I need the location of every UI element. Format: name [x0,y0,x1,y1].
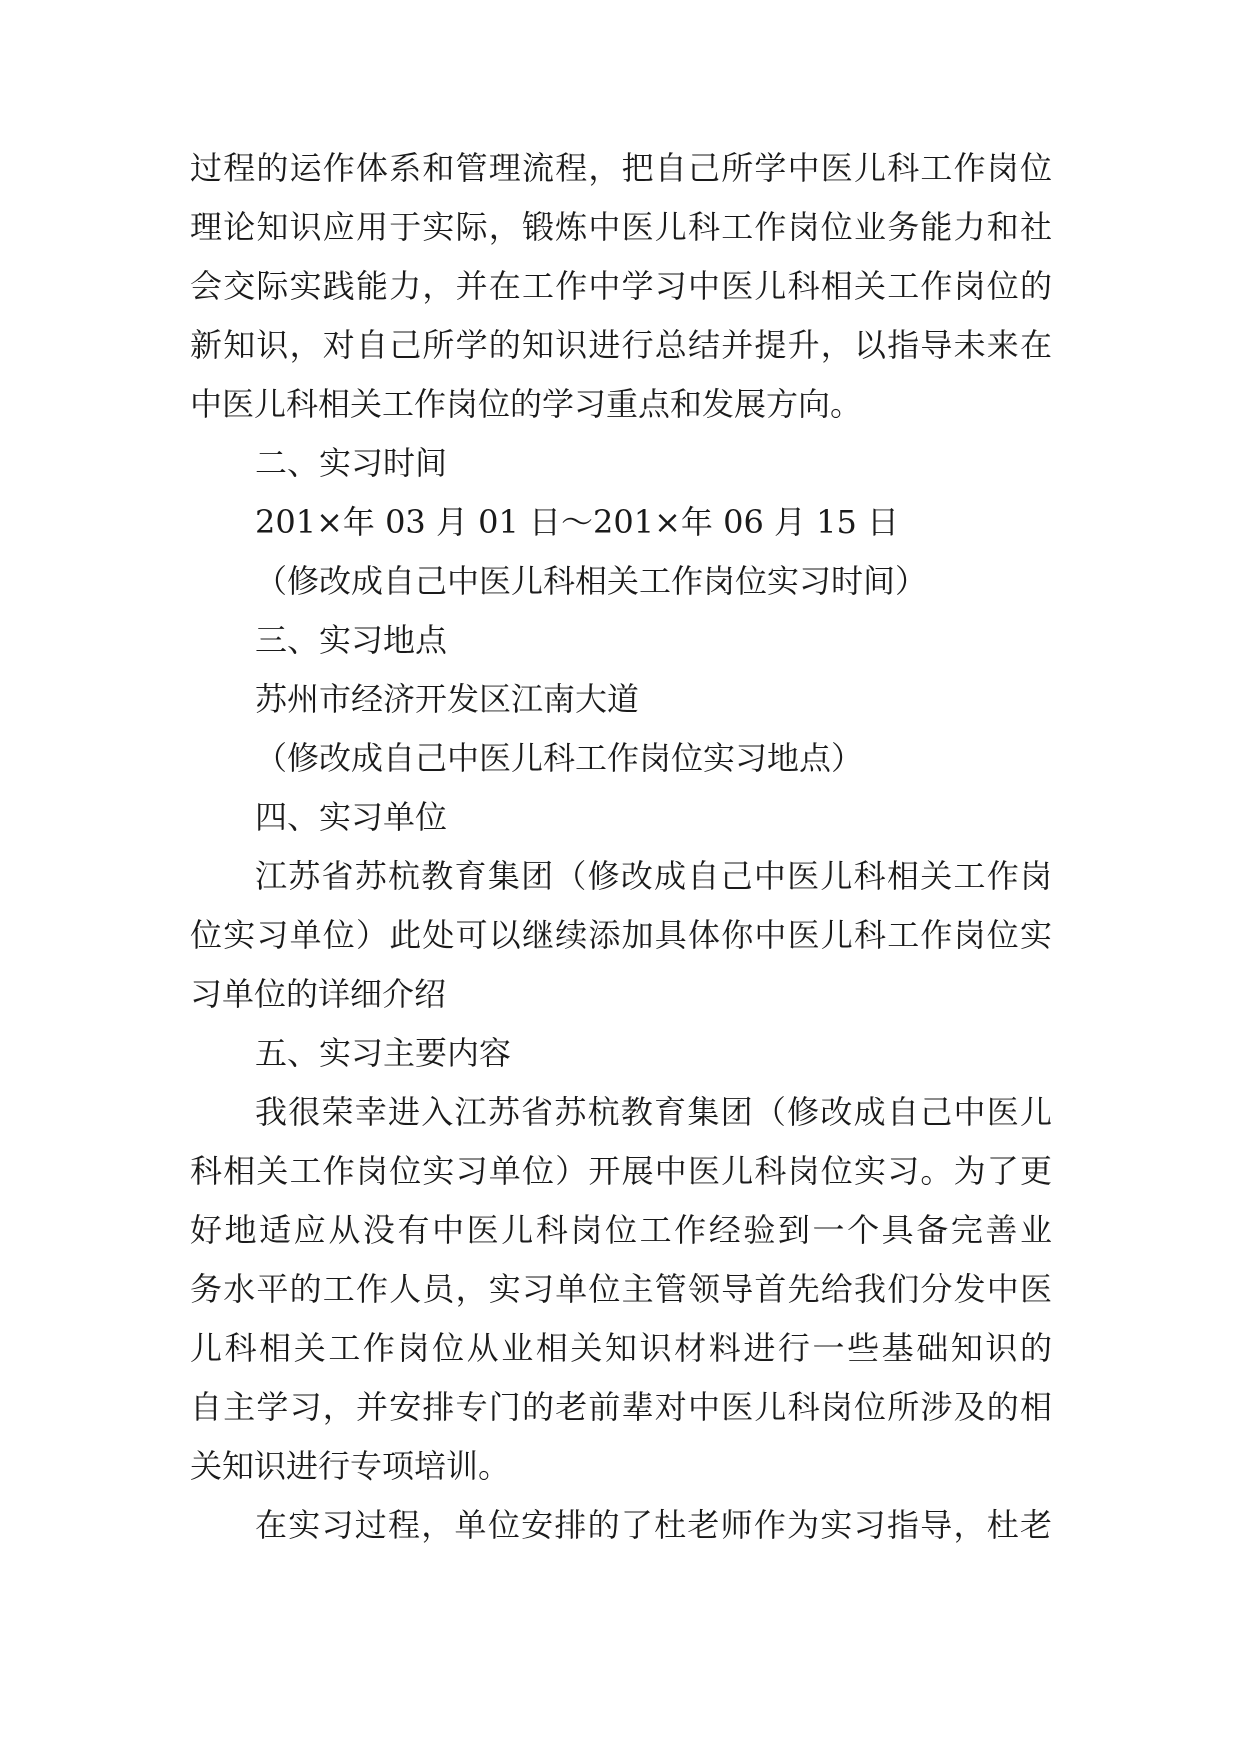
section-heading: 三、实习地点 [255,621,448,659]
section-heading: 二、实习时间 [255,444,448,482]
body-text-line: 会交际实践能力，并在工作中学习中医儿科相关工作岗位的 [190,267,1052,305]
internship-address: 苏州市经济开发区江南大道 [255,680,640,718]
body-text-line: 江苏省苏杭教育集团（修改成自己中医儿科相关工作岗 [255,857,1052,895]
body-text-line: 儿科相关工作岗位从业相关知识材料进行一些基础知识的 [190,1329,1052,1367]
body-text-line: 好地适应从没有中医儿科岗位工作经验到一个具备完善业 [190,1211,1052,1249]
body-text-line: 中医儿科相关工作岗位的学习重点和发展方向。 [190,385,863,423]
body-text-line: 位实习单位）此处可以继续添加具体你中医儿科工作岗位实 [190,916,1052,954]
body-text-line: 理论知识应用于实际，锻炼中医儿科工作岗位业务能力和社 [190,208,1052,246]
placeholder-note: （修改成自己中医儿科相关工作岗位实习时间） [255,562,928,600]
section-heading: 四、实习单位 [255,798,448,836]
body-text-line: 在实习过程，单位安排的了杜老师作为实习指导，杜老 [255,1506,1052,1544]
body-text-line: 自主学习，并安排专门的老前辈对中医儿科岗位所涉及的相 [190,1388,1052,1426]
body-text-line: 新知识，对自己所学的知识进行总结并提升，以指导未来在 [190,326,1052,364]
placeholder-note: （修改成自己中医儿科工作岗位实习地点） [255,739,864,777]
body-text-line: 我很荣幸进入江苏省苏杭教育集团（修改成自己中医儿 [255,1093,1052,1131]
body-text-line: 务水平的工作人员，实习单位主管领导首先给我们分发中医 [190,1270,1052,1308]
section-heading: 五、实习主要内容 [255,1034,512,1072]
internship-dates: 201×年 03 月 01 日～201×年 06 月 15 日 [255,503,900,541]
body-text-line: 关知识进行专项培训。 [190,1447,511,1485]
body-text-line: 科相关工作岗位实习单位）开展中医儿科岗位实习。为了更 [190,1152,1052,1190]
body-text-line: 过程的运作体系和管理流程，把自己所学中医儿科工作岗位 [190,149,1052,187]
body-text-line: 习单位的详细介绍 [190,975,447,1013]
